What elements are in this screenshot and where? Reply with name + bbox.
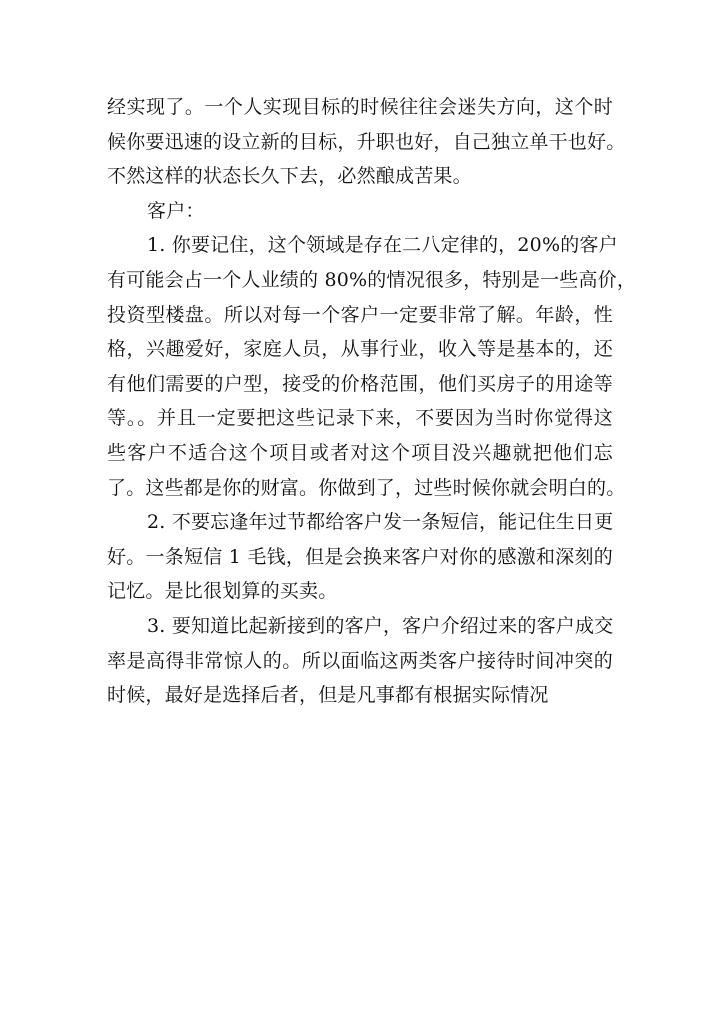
section-heading-customers: 客户： [147, 199, 205, 222]
text-line-16: 3. 要知道比起新接到的客户，客户介绍过来的客户成交 [147, 614, 614, 637]
text-line-7: 投资型楼盘。所以对每一个客户一定要非常了解。年龄，性 [107, 303, 613, 326]
text-line-11: 些客户不适合这个项目或者对这个项目没兴趣就把他们忘 [107, 441, 613, 464]
text-line-6: 有可能会占一个人业绩的 80%的情况很多，特别是一些高价， [107, 268, 637, 291]
text-line-2: 候你要迅速的设立新的目标，升职也好，自己独立单干也好。 [107, 130, 626, 153]
text-line-12: 了。这些都是你的财富。你做到了，过些时候你就会明白的。 [107, 476, 626, 499]
text-line-14: 好。一条短信 1 毛钱，但是会换来客户对你的感激和深刻的 [107, 545, 613, 568]
text-line-1: 经实现了。一个人实现目标的时候往往会迷失方向，这个时 [107, 96, 613, 118]
text-line-3: 不然这样的状态长久下去，必然酿成苦果。 [107, 165, 472, 188]
text-line-18: 时候，最好是选择后者，但是凡事都有根据实际情况 [107, 684, 549, 707]
text-line-9: 有他们需要的户型，接受的价格范围，他们买房子的用途等 [107, 372, 613, 395]
text-line-13: 2. 不要忘逢年过节都给客户发一条短信，能记住生日更 [147, 511, 614, 534]
text-line-5: 1. 你要记住，这个领域是存在二八定律的，20%的客户 [147, 234, 618, 257]
text-line-8: 格，兴趣爱好，家庭人员，从事行业，收入等是基本的，还 [107, 338, 613, 361]
text-line-17: 率是高得非常惊人的。所以面临这两类客户接待时间冲突的 [107, 649, 613, 672]
document-text [107, 90, 637, 713]
text-line-15: 记忆。是比很划算的买卖。 [107, 580, 338, 603]
text-line-10: 等。。并且一定要把这些记录下来，不要因为当时你觉得这 [107, 407, 613, 430]
